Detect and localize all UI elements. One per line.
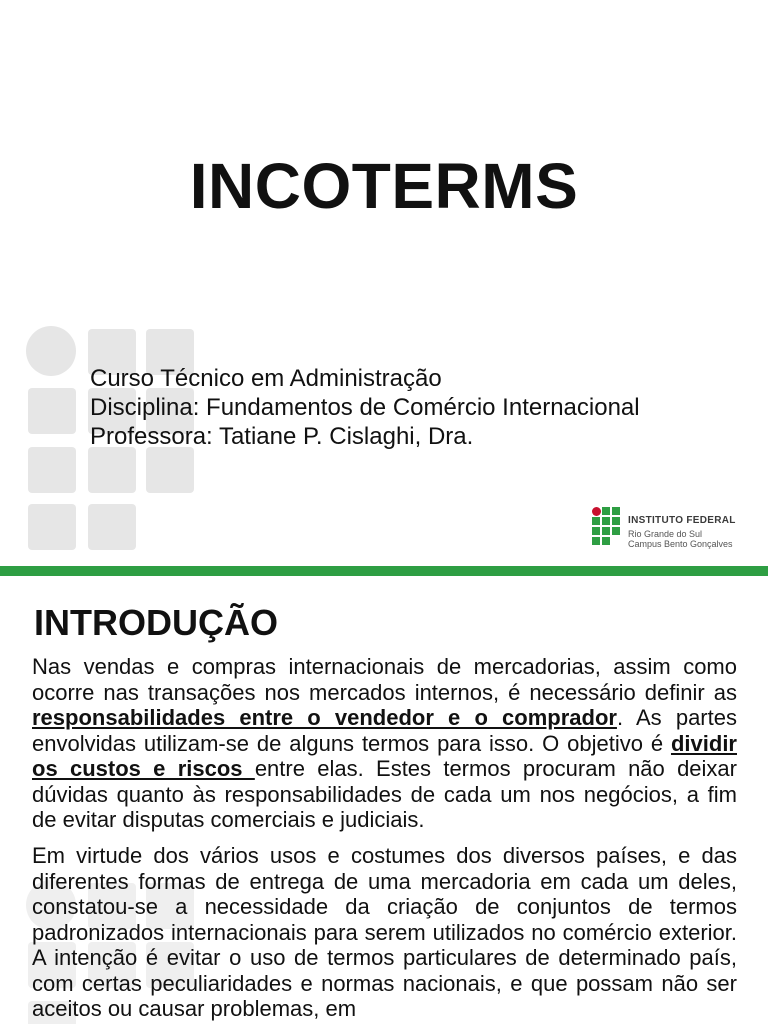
course-line: Curso Técnico em Administração	[90, 365, 442, 392]
slide-divider	[0, 566, 768, 576]
teacher-line: Professora: Tatiane P. Cislaghi, Dra.	[90, 423, 474, 450]
p1-emphasis-responsibilities: responsabilidades entre o vendedor e o comprador	[32, 705, 617, 730]
logo-red-dot	[592, 507, 601, 516]
discipline-line: Disciplina: Fundamentos de Comércio Internacional	[90, 394, 640, 421]
logo-line1: Rio Grande do Sul	[628, 529, 703, 539]
intro-paragraph-1	[32, 654, 737, 833]
p1-text-a: Nas vendas e compras internacionais de mercadorias, assim como ocorre nas transações nos mercados internos, é necessário definir as	[32, 654, 737, 705]
logo-line2: Campus Bento Gonçalves	[628, 539, 733, 549]
logo-name: INSTITUTO FEDERAL	[628, 515, 736, 526]
p1-emphasis-costs: dividir os custos e riscos	[32, 730, 737, 781]
section-heading: INTRODUÇÃO	[34, 602, 278, 643]
intro-paragraph-2: Em virtude dos vários usos e costumes dos diversos países, e das diferentes formas de entrega de uma mercadoria em cada um deles, constatou-se a necessidade da criação de conjuntos de termos padronizados internacionais para serem utilizados no comércio exterior. A intenção é evitar o uso de termos particulares de determinado país, com certas peculiaridades e normas nacionais, e que possam não ser aceitos ou causar problemas, em	[32, 843, 737, 1021]
p1-text-e: entre elas. Estes termos procuram não deixar dúvidas quanto às responsabilidades de cada um nos negócios, a fim de evitar disputas comerciais e judiciais.	[32, 756, 737, 832]
intro-slide	[0, 576, 768, 1024]
p1-text-c: . As partes envolvidas utilizam-se de alguns termos para isso. O objetivo é	[32, 705, 737, 756]
course-info	[90, 364, 640, 451]
institute-logo	[592, 507, 752, 549]
slide-title: INCOTERMS	[189, 150, 579, 222]
